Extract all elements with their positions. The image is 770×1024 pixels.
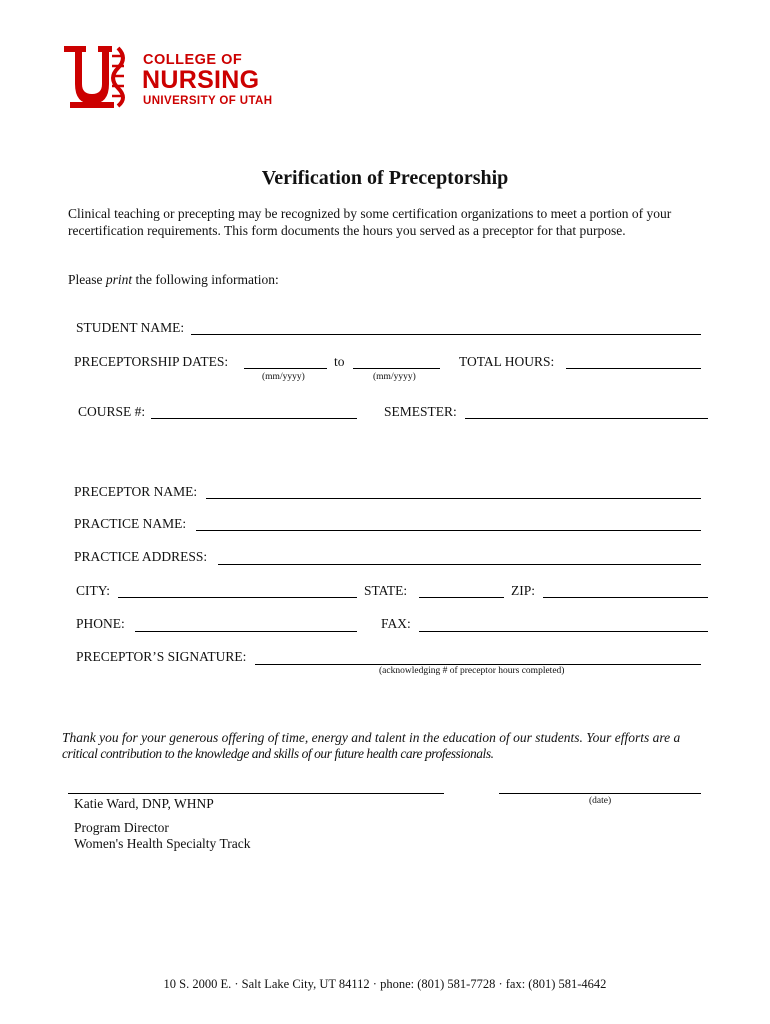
preceptor-name-label: PRECEPTOR NAME: <box>74 484 198 499</box>
preceptorship-dates-label: PRECEPTORSHIP DATES: <box>74 354 229 369</box>
date-end-field[interactable] <box>353 368 440 369</box>
fax-field[interactable] <box>419 631 708 632</box>
footer-contact: 10 S. 2000 E. · Salt Lake City, UT 84112 · phone: (801) 581-7728 · fax: (801) 581-4642 <box>163 977 607 991</box>
zip-label: ZIP: <box>511 583 536 598</box>
student-name-field[interactable] <box>191 334 701 335</box>
print-prompt <box>68 272 279 288</box>
practice-address-field[interactable] <box>218 564 701 565</box>
date-start-format: (mm/yyyy) <box>262 372 305 382</box>
university-of-utah-u-logo-icon <box>62 44 132 110</box>
thanks-line-1: Thank you for your generous offering of time, energy and talent in the education of our students. Your efforts are a <box>62 730 681 745</box>
logo-line-university: UNIVERSITY OF UTAH <box>143 95 273 107</box>
signature-field[interactable] <box>255 664 701 665</box>
director-track: Women's Health Specialty Track <box>74 836 251 851</box>
signature-label: PRECEPTOR’S SIGNATURE: <box>76 649 247 664</box>
logo-line-college-of: COLLEGE OF <box>143 52 243 68</box>
practice-name-label: PRACTICE NAME: <box>74 516 187 531</box>
phone-label: PHONE: <box>76 616 125 631</box>
intro-line-1: Clinical teaching or precepting may be recognized by some certification organizations to meet a portion of your <box>68 206 672 221</box>
course-field[interactable] <box>151 418 357 419</box>
director-role: Program Director <box>74 820 169 835</box>
logo-line-nursing: NURSING <box>142 66 260 94</box>
city-field[interactable] <box>118 597 357 598</box>
phone-field[interactable] <box>135 631 357 632</box>
semester-label: SEMESTER: <box>384 404 457 419</box>
student-name-label: STUDENT NAME: <box>76 320 185 335</box>
print-prompt-before: Please <box>68 272 106 287</box>
intro-line-2: recertification requirements. This form documents the hours you served as a preceptor for that purpose. <box>68 223 626 238</box>
date-signature-line[interactable] <box>499 793 701 794</box>
city-label: CITY: <box>76 583 111 598</box>
print-prompt-emph: print <box>105 272 133 287</box>
state-field[interactable] <box>419 597 504 598</box>
practice-name-field[interactable] <box>196 530 701 531</box>
course-label: COURSE #: <box>78 404 146 419</box>
signature-note: (acknowledging # of preceptor hours completed) <box>379 666 565 676</box>
print-prompt-after: the following information: <box>132 272 279 287</box>
zip-field[interactable] <box>543 597 708 598</box>
to-label: to <box>334 354 345 369</box>
semester-field[interactable] <box>465 418 708 419</box>
page-title: Verification of Preceptorship <box>261 167 509 189</box>
preceptor-name-field[interactable] <box>206 498 701 499</box>
date-start-field[interactable] <box>244 368 327 369</box>
thanks-line-2: critical contribution to the knowledge and skills of our future health care professionals. <box>62 746 494 761</box>
practice-address-label: PRACTICE ADDRESS: <box>74 549 208 564</box>
total-hours-label: TOTAL HOURS: <box>459 354 555 369</box>
total-hours-field[interactable] <box>566 368 701 369</box>
director-name: Katie Ward, DNP, WHNP <box>74 796 214 811</box>
date-caption: (date) <box>589 796 612 806</box>
fax-label: FAX: <box>381 616 411 631</box>
state-label: STATE: <box>364 583 408 598</box>
director-signature-line[interactable] <box>68 793 444 794</box>
date-end-format: (mm/yyyy) <box>373 372 416 382</box>
